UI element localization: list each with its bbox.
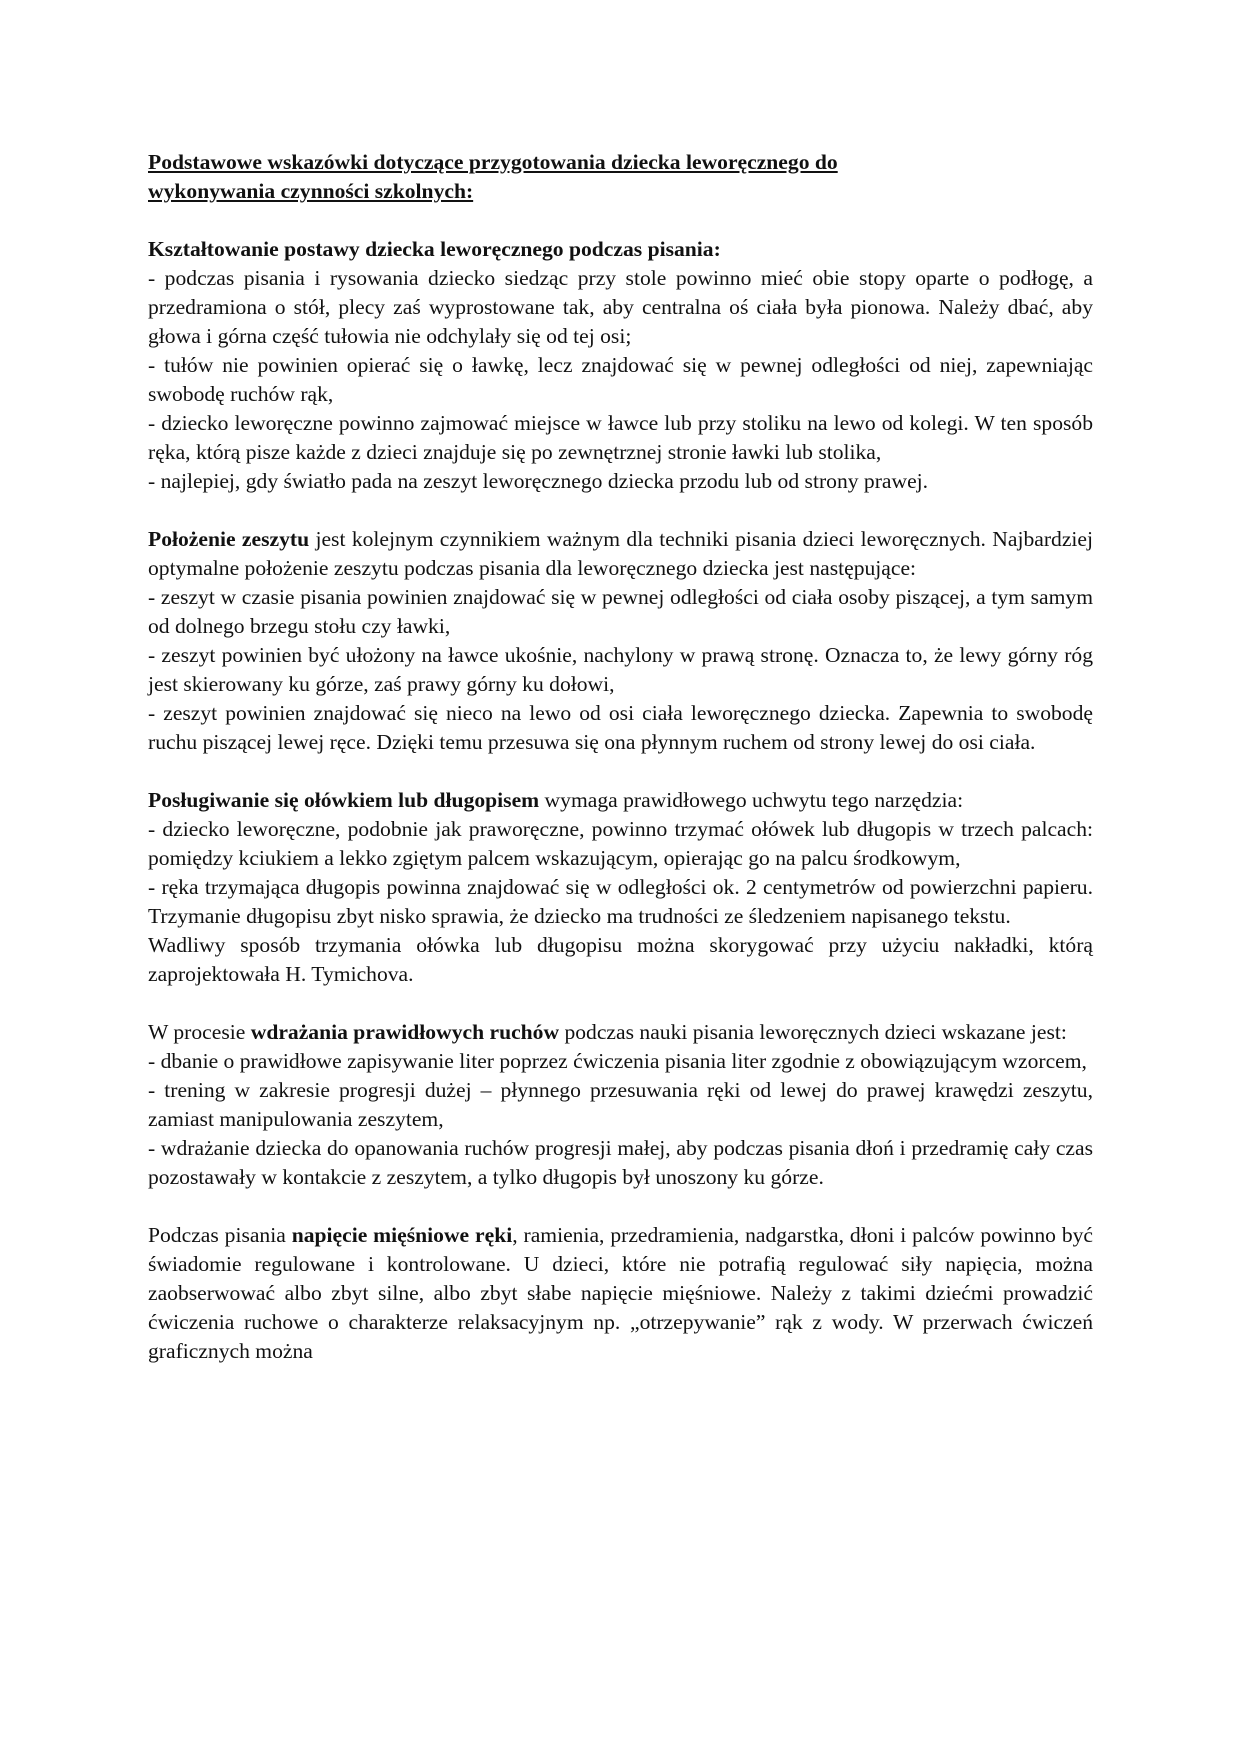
bold-lead: Położenie zeszytu (148, 527, 310, 551)
paragraph-note: Wadliwy sposób trzymania ołówka lub długopisu można skorygować przy użyciu nakładki, którą zaprojektowała H. Tymichova. (148, 933, 1093, 986)
bold-lead: Posługiwanie się ołówkiem lub długopisem (148, 788, 540, 812)
list-item: - dbanie o prawidłowe zapisywanie liter poprzez ćwiczenia pisania liter zgodnie z obowiązującym wzorcem, (148, 1049, 1087, 1073)
paragraph-muscle-tension (148, 1221, 1093, 1366)
list-item: - tułów nie powinien opierać się o ławkę, lecz znajdować się w pewnej odległości od niej, zapewniając swobodę ruchów rąk, (148, 353, 1093, 406)
paragraph-text: Podczas pisania (148, 1223, 292, 1247)
document-title-line-2: wykonywania czynności szkolnych: (148, 179, 474, 203)
list-item: - ręka trzymająca długopis powinna znajdować się w odległości ok. 2 centymetrów od powierzchni papieru. Trzymanie długopisu zbyt nisko sprawia, że dziecko ma trudności ze śledzeniem napisanego tekstu. (148, 875, 1093, 928)
spacer (148, 757, 1093, 786)
document-title-line-1: Podstawowe wskazówki dotyczące przygotowania dziecka leworęcznego do (148, 150, 838, 174)
spacer (148, 496, 1093, 525)
bold-lead: napięcie mięśniowe ręki (291, 1223, 513, 1247)
paragraph-text: , ramienia, przedramienia, nadgarstka, dłoni i palców powinno być świadomie regulowane i kontrolowane. U dzieci, które nie potrafią regulować siły napięcia, można zaobserwować albo zbyt silne, albo zbyt słabe napięcie mięśniowe. Należy z takimi dziećmi prowadzić ćwiczenia ruchowe o charakterze relaksacyjnym np. „otrzepywanie” rąk z wody. W przerwach ćwiczeń graficznych można (148, 1223, 1093, 1363)
spacer (148, 989, 1093, 1018)
paragraph-pencil-grip (148, 786, 1093, 815)
paragraph-text: jest kolejnym czynnikiem ważnym dla techniki pisania dzieci leworęcznych. Najbardziej optymalne położenie zeszytu podczas pisania dla leworęcznego dziecka jest następujące: (148, 527, 1093, 580)
bold-lead: wdrażania prawidłowych ruchów (250, 1020, 560, 1044)
paragraph-notebook-position (148, 525, 1093, 583)
spacer (148, 1192, 1093, 1221)
list-item: - podczas pisania i rysowania dziecko siedząc przy stole powinno mieć obie stopy oparte o podłogę, a przedramiona o stół, plecy zaś wyprostowane tak, aby centralna oś ciała była pionowa. Należy dbać, aby głowa i górna część tułowia nie odchylały się od tej osi; (148, 266, 1093, 348)
list-item: - najlepiej, gdy światło pada na zeszyt leworęcznego dziecka przodu lub od strony prawej. (148, 469, 929, 493)
paragraph-text: wymaga prawidłowego uchwytu tego narzędzia: (539, 788, 964, 812)
list-item: - trening w zakresie progresji dużej – płynnego przesuwania ręki od lewej do prawej krawędzi zeszytu, zamiast manipulowania zeszytem, (148, 1078, 1093, 1131)
list-item: - dziecko leworęczne, podobnie jak praworęczne, powinno trzymać ołówek lub długopis w trzech palcach: pomiędzy kciukiem a lekko zgiętym palcem wskazującym, opierając go na palcu środkowym, (148, 817, 1093, 870)
document-page (148, 148, 1093, 1366)
list-item: - dziecko leworęczne powinno zajmować miejsce w ławce lub przy stoliku na lewo od kolegi. W ten sposób ręka, którą pisze każde z dzieci znajduje się po zewnętrznej stronie ławki lub stolika, (148, 411, 1093, 464)
paragraph-text: W procesie (148, 1020, 251, 1044)
section-heading-posture: Kształtowanie postawy dziecka leworęcznego podczas pisania: (148, 237, 721, 261)
paragraph-correct-movements (148, 1018, 1093, 1047)
list-item: - zeszyt powinien znajdować się nieco na lewo od osi ciała leworęcznego dziecka. Zapewnia to swobodę ruchu piszącej lewej ręce. Dzięki temu przesuwa się ona płynnym ruchem od strony lewej do osi ciała. (148, 701, 1093, 754)
list-item: - zeszyt w czasie pisania powinien znajdować się w pewnej odległości od ciała osoby piszącej, a tym samym od dolnego brzegu stołu czy ławki, (148, 585, 1093, 638)
paragraph-text: podczas nauki pisania leworęcznych dzieci wskazane jest: (559, 1020, 1067, 1044)
list-item: - zeszyt powinien być ułożony na ławce ukośnie, nachylony w prawą stronę. Oznacza to, że lewy górny róg jest skierowany ku górze, zaś prawy górny ku dołowi, (148, 643, 1093, 696)
list-item: - wdrażanie dziecka do opanowania ruchów progresji małej, aby podczas pisania dłoń i przedramię cały czas pozostawały w kontakcie z zeszytem, a tylko długopis był unoszony ku górze. (148, 1136, 1093, 1189)
spacer (148, 206, 1093, 235)
